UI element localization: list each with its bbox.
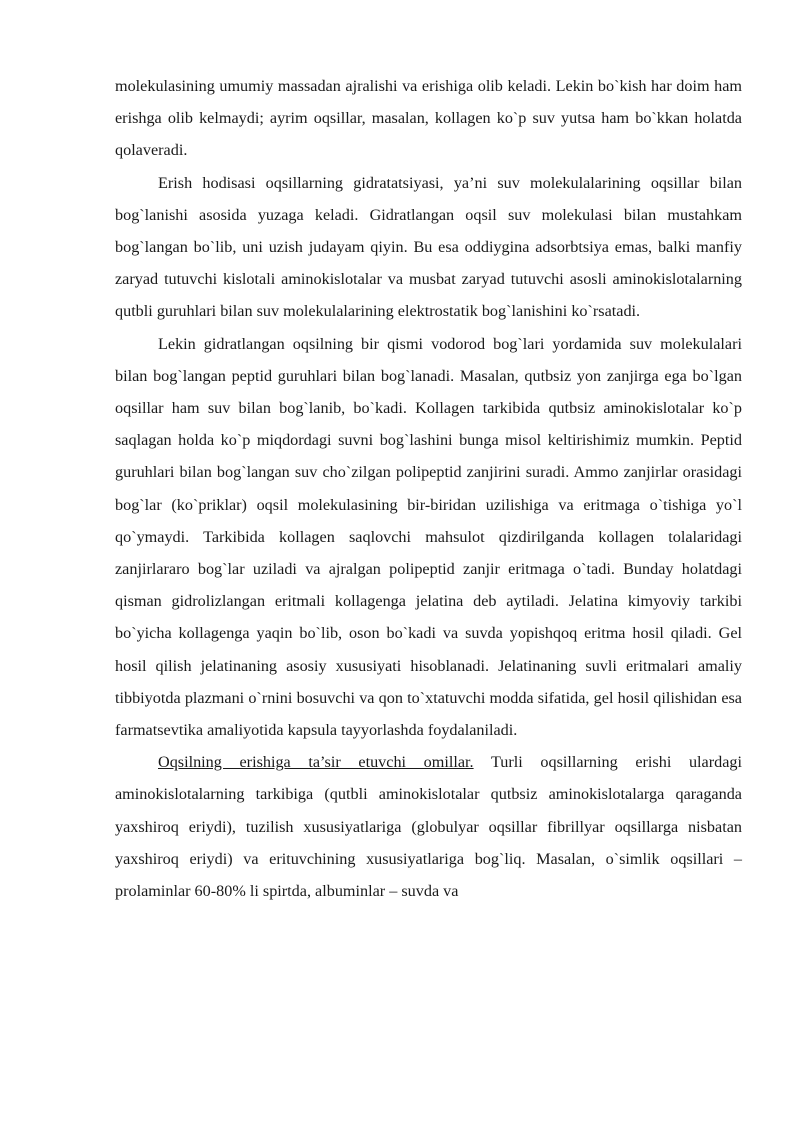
paragraph-3: Lekin gidratlangan oqsilning bir qismi vodorod bog`lari yordamida suv molekulalari bilan bog`langan peptid guruhlari bilan bog`lanadi. Masalan, qutbsiz yon zanjirga ega bo`lgan oqsillar ham suv bilan bog`lanib, bo`kadi. Kollagen tarkibida qutbsiz aminokislotalar ko`p saqlagan holda ko`p miqdordagi suvni bog`lashini bunga misol keltirishimiz mumkin. Peptid guruhlari bilan bog`langan suv cho`zilgan polipeptid zanjirini suradi. Ammo zanjirlar orasidagi bog`lar (ko`priklar) oqsil molekulasining bir-biridan uzilishiga va eritmaga o`tishiga yo`l qo`ymaydi. Tarkibida kollagen saqlovchi mahsulot qizdirilganda kollagen tolalaridagi zanjirlararo bog`lar uziladi va ajralgan polipeptid zanjir eritmaga o`tadi. Bunday holatdagi qisman gidrolizlangan eritmali kollagenga jelatina deb aytiladi. Jelatina kimyoviy tarkibi bo`yicha kollagenga yaqin bo`lib, oson bo`kadi va suvda yopishqoq eritma hosil qiladi. Gel hosil qilish jelatinaning asosiy xususiyati hisoblanadi. Jelatinaning suvli eritmalari amaliy tibbiyotda plazmani o`rnini bosuvchi va qon to`xtatuvchi modda sifatida, gel hosil qilishidan esa farmatsevtika amaliyotida kapsula tayyorlashda foydalaniladi. <box>115 334 742 740</box>
paragraph-4 <box>115 746 742 907</box>
section-heading: Oqsilning erishiga ta’sir etuvchi omillar. <box>158 753 474 772</box>
paragraph-4-body: Turli oqsillarning erishi ulardagi aminokislotalarning tarkibiga (qutbli aminokislotalar qutbsiz aminokislotalarga qaraganda yaxshiroq eriydi), tuzilish xususiyatlariga (globulyar oqsillar fibrillyar oqsillarga nisbatan yaxshiroq eriydi) va erituvchining xususiyatlariga bog`liq. Masalan, o`simlik oqsillari – prolaminlar 60-80% li spirtda, albuminlar – suvda va <box>115 753 742 901</box>
document-page <box>115 70 742 907</box>
paragraph-2: Erish hodisasi oqsillarning gidratatsiyasi, ya’ni suv molekulalarining oqsillar bilan bog`lanishi asosida yuzaga keladi. Gidratlangan oqsil suv molekulasi bilan mustahkam bog`langan bo`lib, uni uzish judayam qiyin. Bu esa oddiygina adsorbtsiya emas, balki manfiy zaryad tutuvchi kislotali aminokislotalar va musbat zaryad tutuvchi asosli aminokislotalarning qutbli guruhlari bilan suv molekulalarining elektrostatik bog`lanishini ko`rsatadi. <box>115 173 742 321</box>
paragraph-1: molekulasining umumiy massadan ajralishi va erishiga olib keladi. Lekin bo`kish har doim ham erishga olib kelmaydi; ayrim oqsillar, masalan, kollagen ko`p suv yutsa ham bo`kkan holatda qolaveradi. <box>115 77 742 160</box>
